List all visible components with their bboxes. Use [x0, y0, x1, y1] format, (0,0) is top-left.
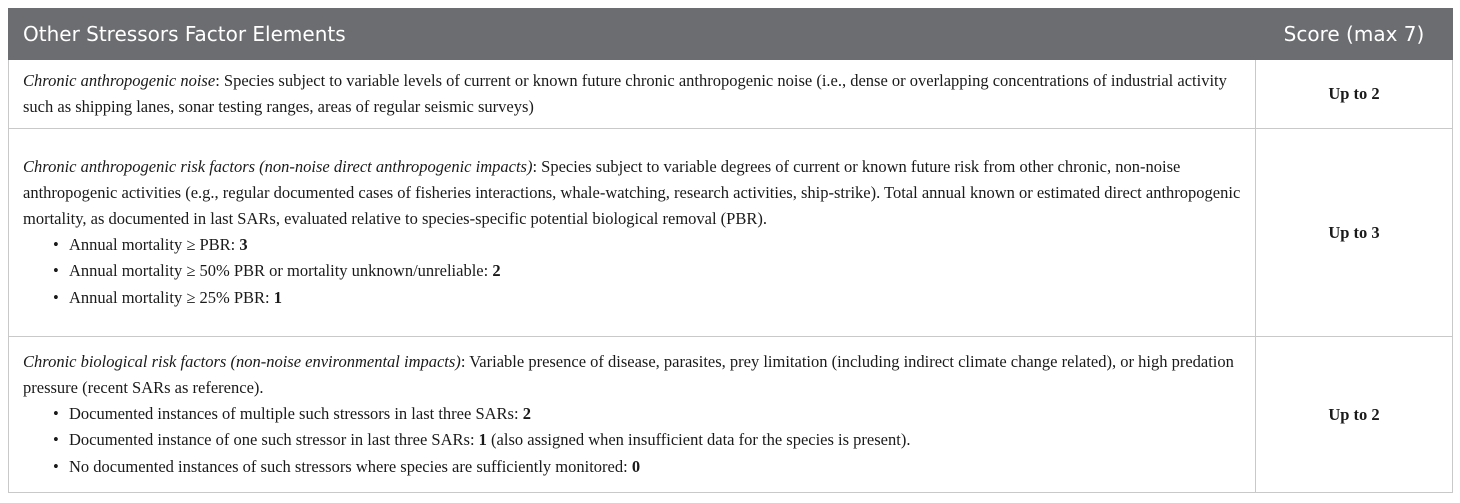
header-score: Score (max 7) — [1256, 9, 1453, 60]
list-item: • Documented instance of one such stressor in last three SARs: 1 (also assigned when insufficient data for the species is present). — [53, 427, 1243, 454]
row-term: Chronic anthropogenic noise — [23, 71, 216, 90]
row-term: Chronic biological risk factors (non-noise environmental impacts) — [23, 351, 461, 371]
list-item: • Annual mortality ≥ 50% PBR or mortality unknown/unreliable: 2 — [53, 258, 1243, 285]
row-score: Up to 3 — [1256, 129, 1453, 337]
stressors-table — [8, 8, 1453, 493]
table-row — [9, 337, 1453, 493]
row-term: Chronic anthropogenic risk factors (non-noise direct anthropogenic impacts) — [23, 156, 533, 176]
bullet-list — [23, 401, 1243, 481]
row-desc: : Species subject to variable degrees of current or known future risk from other chronic, non-noise anthropogenic activities (e.g., regular documented cases of fisheries interactions, whale-watching, research activities, ship-strike). Total annual known or estimated direct anthropogenic mortality, as documented in last SARs, evaluated relative to species-specific potential biological removal (PBR). — [23, 156, 1241, 228]
table-row — [9, 129, 1453, 337]
bullet-icon: • — [53, 430, 59, 450]
bullet-icon: • — [53, 287, 59, 307]
bullet-icon: • — [53, 403, 59, 423]
row-desc: : Species subject to variable levels of current or known future chronic anthropogenic noise (i.e., dense or overlapping concentrations of industrial activity such as shipping lanes, sonar testing ranges, areas of regular seismic surveys) — [23, 71, 1227, 116]
row-description — [9, 60, 1256, 129]
header-factor-elements: Other Stressors Factor Elements — [9, 9, 1256, 60]
bullet-icon: • — [53, 261, 59, 281]
list-item: • Annual mortality ≥ PBR: 3 — [53, 232, 1243, 259]
table-row — [9, 60, 1453, 129]
row-description — [9, 129, 1256, 337]
row-desc: : Variable presence of disease, parasites, prey limitation (including indirect climate change related), or high predation pressure (recent SARs as reference). — [23, 351, 1234, 397]
row-description — [9, 337, 1256, 493]
header-row — [9, 9, 1453, 60]
bullet-list — [23, 232, 1243, 312]
list-item: • No documented instances of such stressors where species are sufficiently monitored: 0 — [53, 454, 1243, 481]
bullet-icon: • — [53, 234, 59, 254]
row-score: Up to 2 — [1256, 60, 1453, 129]
list-item: • Documented instances of multiple such stressors in last three SARs: 2 — [53, 401, 1243, 428]
list-item: • Annual mortality ≥ 25% PBR: 1 — [53, 285, 1243, 312]
row-score: Up to 2 — [1256, 337, 1453, 493]
bullet-icon: • — [53, 456, 59, 476]
